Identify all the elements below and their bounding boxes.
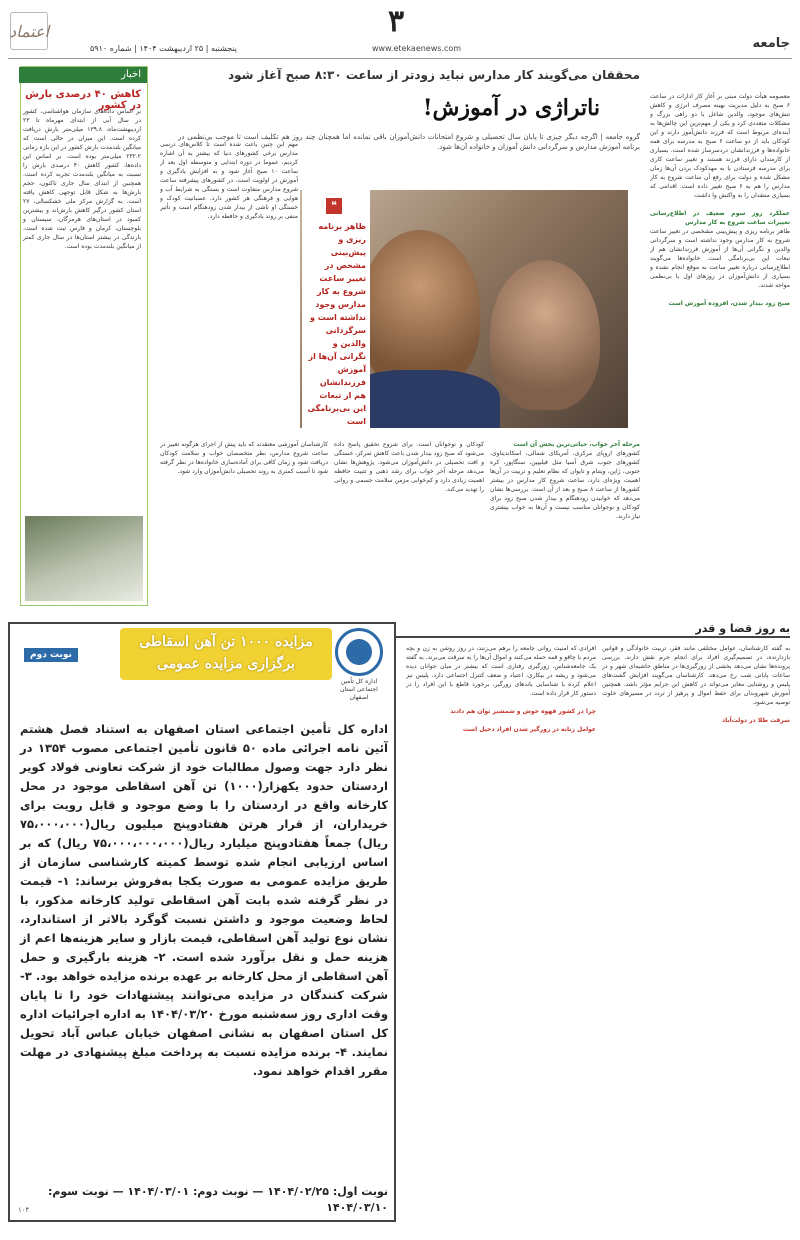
article-subhead-3: صبح زود بیدار شدن، افزوده آموزش است [668,300,790,307]
issue-line: پنجشنبه | ۲۵ اردیبهشت ۱۴۰۴ | شماره ۵۹۱۰ [90,44,238,53]
section2-head-2: چرا در کشور قهوه‌ خوش و شمشیر توان هم دادند [450,708,596,715]
news-body: بر اساس داده‌های سازمان هواشناسی، کشور در سال آبی از ابتدای مهرماه تا ۲۳ اردیبهشت‌ماه، ۱۳۹.۸ میلی‌متر بارش دریافت کرده است. این میزان در حالی است که میانگین بلندمدت بارش کشور در این بازه زمانی ۲۳۲.۲ میلی‌متر بوده است. بر اساس این داده‌ها، کشور کاهش ۴۰ درصدی بارش را نسبت به میانگین بلندمدت تجربه کرده است. همچنین از ابتدای سال جاری تاکنون، حجم بارش‌ها به شکل قابل توجهی کاهش یافته است. به گزارش مرکز ملی خشکسالی، ۲۷ استان کشور درگیر کاهش بارش‌اند و بیشترین کمبود در استان‌های هرمزگان، سیستان و بلوچستان، کرمان و فارس ثبت شده است. بارندگی در بیشتر استان‌ها در سال جاری کمتر از میانگین بلندمدت بوده است. [23,108,142,250]
ad-round-badge: نوبت دوم [24,648,78,662]
social-security-seal-icon [335,628,383,676]
section2-column-left [406,644,596,1224]
section2-head-3: عوامل زنانه در زورگیر شدن افراد دخیل است [462,726,596,733]
auction-advertisement [8,622,396,1222]
header-rule [8,58,792,59]
newspaper-logo-icon: اعتماد [10,12,48,50]
pull-quote-text: ظاهر برنامه ریزی و پیش‌بینی مشخص در تغییر ساعت شروع به کار مدارس وجود نداشته است و سرگردانی والدین و نگرانی آن‌ها از آموزش فرزندانشان هم از تبعات این بی‌برنامگی است [307,222,366,426]
ad-banner [120,628,332,680]
article-col-right-text: معصومه هیأت دولت مبنی بر آغاز کار ادارات در ساعت ۶ صبح به دلیل مدیریت بهینه مصرف انرژی و کاهش تنش‌های موجود، والدین شاغل با دو راهی بزرگ و مشکلات متعددی کرد و یکی از مهم‌ترین این چالش‌ها به آینده‌ای مربوط است که فرزند دانش‌آموز دارند و این کودکان باید از دو ساعت ۶ صبح به مدرسه برای همه خانواده‌ها و فرزندانشان دردسرساز شده است. بسیاری از کارمندان دارای فرزند هستند و تغییر ساعت کاری برای مدرسه فرستادن یا به مهدکودک بردن آن‌ها زمان مشکل شده و دولت برای رفع آن ساعت شروع به کار مدارس را هم به ۶ صبح تغییر داده است. اقدامی که بسیاری منتقدان را به واکنش وا داشت. [650,93,790,199]
article-col-left-text: مهم این چنین باعث شده است تا کلاس‌های درسی مدارس برخی کشورهای دنیا که بیشتر به آن اشاره کردیم، عموما در دوره ابتدایی و متوسطه اول بعد از ساعت ۱۰ صبح آغاز شود و به افزایش یادگیری و آموزش در اولویت است. در کشورهای پیشرفته ساعت شروع مدارس متفاوت است و بستگی به شرایط آب و هوایی و فرهنگی هر کشور دارد. عصبانیت کودک و خستگی او ناشی از بیدار شدن زودهنگام است و تأثیر منفی بر روند یادگیری و حافظه دارد. [160,141,298,220]
article-column-left [160,140,298,430]
news-headline: کاهش ۴۰ درصدی بارش در کشور [25,89,141,111]
article-column-right [650,92,790,612]
ad-seal [330,628,388,706]
article-col-bottom-right: طاهر برنامه ریزی و پیش‌بینی مشخصی در تغییر ساعت شروع به کار مدارس وجود نداشته است و سرگردانی والدین و نگرانی آن‌ها از آموزش فرزندانشان هم از تبعات این بی‌برنامگی است. خانواده‌ها می‌گویند اطلاع‌رسانی درباره تغییر ساعت به موقع انجام نشده و بسیاری از دانش‌آموزان در روزهای اول با بی‌نظمی مواجه شدند. [650,228,790,289]
article-subhead-2: مرحله آخر خواب، حیاتی‌ترین بخش آن است [513,441,640,448]
ad-banner-subtitle: برگزاری مزایده عمومی [157,656,295,672]
article-bottom-col-3 [160,440,328,610]
ad-body: اداره کل تأمین اجتماعی استان اصفهان به استناد فصل هشتم آئین نامه اجرائی ماده ۵۰ قانون تأمین اجتماعی مصوب ۱۳۵۴ در نظر دارد جهت وصول مطالبات خود از شرکت تعاونی فولاد کویر اردستان حدود یکهزار(۱۰۰۰) تن آهن اسقاطی موجود در محل کارخانه واقع در اردستان را با وضع موجود و قابل رویت برای خریداران، از قرار هرتن هفتادوپنج میلیون ریال(۷۵،۰۰۰،۰۰۰ ریال) جمعاً هفتادوپنج میلیارد ریال(۷۵،۰۰۰،۰۰۰،۰۰۰ ریال) که بر اساس ارزیابی انجام شده توسط کمیته کارشناسی سازمان از طریق مزایده عمومی به صورت یکجا به‌فروش برساند: ۱- قیمت در نظر گرفته شده بابت آهن اسقاطی تولید کارخانه مذکور، با لحاظ وضعیت موجود و داشتن نسبت گوگرد بالاتر از استاندارد، نشان نوع تولید آهن اسقاطی، قیمت بازار و سایر هزینه‌ها اعم از هزینه حمل و نقل برآورد شده است. ۲- هزینه بارگیری و حمل آهن اسقاطی از محل کارخانه بر عهده برنده مزایده خواهد بود. ۳- شرکت کنندگان در مزایده می‌توانند پیشنهادات خود را تا پایان وقت اداری روز سه‌شنبه مورخ ۱۴۰۴/۰۳/۲۰ به اداره اجرائیات اداره کل استان اصفهان به نشانی اصفهان خیابان عباس آباد تحویل نمایند. ۴- برنده مزایده نسبت به پرداخت مبلغ پیشنهادی در مهلت مقرر اقدام خواهد نمود. [20,722,389,1078]
section2-title: به روز قضا و قدر [695,622,790,635]
section2-head-1: سرقت طلا در دولت‌آباد [722,717,790,724]
article-bottom-col-1 [490,440,640,610]
pull-quote [302,190,370,440]
page-number: ۳ [388,4,405,39]
article-col-bottom-middle: کودکان و نوجوانان است. برای شروع تحقیق پاسخ داده می‌شود که صبح زود بیدار شدن باعث کاهش تمرکز، خستگی و افت تحصیلی در دانش‌آموزان می‌شود. پژوهش‌ها نشان می‌دهد مرحله آخر خواب برای رشد ذهنی و تثبیت حافظه اهمیت زیادی دارد و کم‌خوابی مزمن سلامت جسمی و روانی را تهدید می‌کند. [334,441,484,493]
article-headline: نا‌تراژی در آموزش! [422,95,600,121]
ad-code: ۱۰۴ [18,1206,30,1214]
article-kicker: محققان می‌گویند کار مدارس نباید زودتر از ساعت ۸:۳۰ صبح آغاز شود [227,68,640,82]
masthead [0,0,800,62]
article-col-bottom-left: کارشناسان آموزشی معتقدند که باید پیش از اجرای هرگونه تغییر در ساعت شروع مدارس، نظر متخصصان خواب و سلامت کودکان دریافت شود و زمان کافی برای آماده‌سازی خانواده‌ها در نظر گرفته شود تا آسیب کمتری به روند تحصیلی دانش‌آموزان وارد شود. [160,441,328,475]
section2-col-right-text: به گفته کارشناسان، عوامل مختلفی مانند فقر، تربیت خانوادگی و قوانین بازدارنده، در تصمیم‌گیری افراد برای انجام جرم نقش دارند. بررسی پرونده‌ها نشان می‌دهد بخشی از زورگیری‌ها در مناطق حاشیه‌ای شهر و در ساعات پایانی شب رخ می‌دهد. کارشناسان می‌گویند افزایش گشت‌های پلیس و روشنایی معابر می‌تواند در کاهش این جرایم مؤثر باشد. همچنین آموزش شهروندان برای حفظ اموال و پرهیز از تردد در مسیرهای خلوت توصیه می‌شود. [602,645,790,706]
article-subhead-1: عملکرد روز سوم ضعیف در اطلاع‌رسانی تغییرات ساعت شروع به کار مدارس [650,210,790,226]
ad-seal-caption: اداره کل تأمین اجتماعی استان اصفهان [340,678,378,701]
photo-boy-second [490,260,600,410]
news-box [20,66,148,606]
news-tab: اخبار [19,67,147,83]
ad-dates: نوبت اول: ۱۴۰۴/۰۲/۲۵ — نوبت دوم: ۱۴۰۴/۰۳/۰۱ — نوبت سوم: ۱۴۰۴/۰۳/۱۰ [47,1185,388,1214]
photo-boy-yawning [360,230,480,390]
news-photo [25,516,143,601]
section2-column-right [602,644,790,1224]
section-title: جامعه [752,36,790,51]
site-url[interactable]: www.etekaenews.com [372,44,462,53]
article-lede: گروه جامعه | اگرچه دیگر چیزی تا پایان سال تحصیلی و شروع امتحانات دانش‌آموزان باقی نمانده اما همچنان چند روز هم تکلیف است تا موجب بی‌نظمی در برنامه آموزش مدارس و سرگردانی دانش آموزان و خانواده آن‌ها شود. [178,133,640,151]
article-col-middle: کشورهای اروپای مرکزی، آمریکای شمالی، اسکاندیناوی، کشورهای جنوب شرق آسیا مثل فیلیپین، سنگاپور، کره جنوبی، ژاپن، ویتنام و تایوان که نظام تعلیم و تربیت در آن‌ها اهمیت ویژه‌ای دارد، ساعت شروع کار مدارس در بیشتر کشورها از ساعت ۸ صبح و بعد از آن است. بررسی‌ها نشان می‌دهد که خوابیدن زودهنگام و بیدار شدن صبح زود برای کودکان و نوجوانان مناسب نیست و آن‌ها به خواب بیشتری نیاز دارند. [490,450,640,520]
quote-mark-icon: ❝ [326,198,342,214]
article-bottom-col-2 [334,440,484,610]
ad-banner-title: مزایده ۱۰۰۰ تن آهن اسقاطی [139,634,313,650]
section2-col-left-text: افرادی که امنیت روانی جامعه را برهم می‌زنند، در روز روشن به زن و بچه مردم با چاقو و قمه حمله می‌کنند و اموال آن‌ها را به سرقت می‌برند. به گفته یک جامعه‌شناس، زورگیری رفتاری است که بیشتر در میان جوانان دیده می‌شود و ریشه در بیکاری، اعتیاد و ضعف کنترل اجتماعی دارد. پلیس نیز اعلام کرده با شناسایی باندهای زورگیر، برخورد قاطع با این افراد را در دستور کار قرار داده است. [406,645,596,697]
